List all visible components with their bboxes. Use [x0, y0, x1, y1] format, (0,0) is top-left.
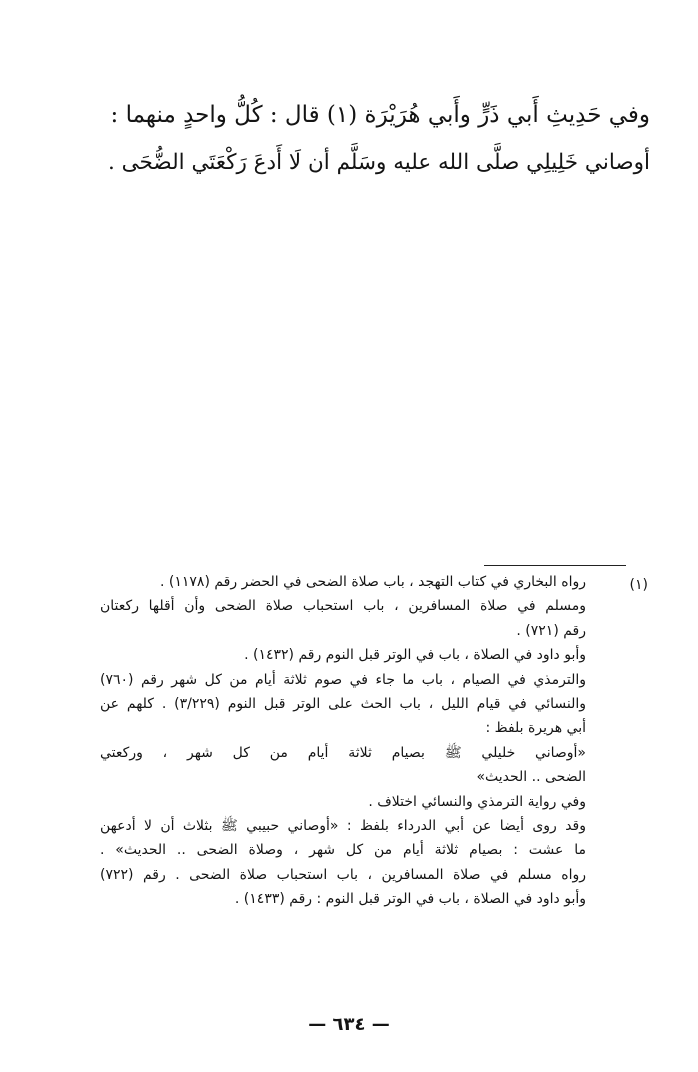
footnote-line: والنسائي في قيام الليل ، باب الحث على الوتر قبل النوم (٣/٢٢٩) . كلهم عن: [100, 696, 586, 713]
footnote-line: رواه مسلم في صلاة المسافرين ، باب استحباب صلاة الضحى . رقم (٧٢٢): [100, 866, 586, 883]
footnote-line: أبي هريرة بلفظ :: [485, 720, 586, 737]
footnote-line: والترمذي في الصيام ، باب ما جاء في صوم ثلاثة أيام من كل شهر رقم (٧٦٠): [100, 671, 586, 688]
footnote-line: «أوصاني خليلي ﷺ بصيام ثلاثة أيام من كل شهر ، وركعتي: [100, 744, 586, 761]
footnote-line: ومسلم في صلاة المسافرين ، باب استحباب صلاة الضحى وأن أقلها ركعتان: [100, 598, 586, 615]
main-text-line: أوصاني خَلِيلِي صلَّى الله عليه وسَلَّم أن لَا أَدعَ رَكْعَتَي الضُّحَى .: [107, 150, 650, 175]
main-text-line: وفي حَدِيثِ أَبي ذَرٍّ وأَبي هُرَيْرَة (١) قال : كُلُّ واحدٍ منهما :: [110, 102, 650, 128]
footnote-separator: [484, 565, 626, 566]
footnote-line: وأبو داود في الصلاة ، باب في الوتر قبل النوم رقم (١٤٣٢) .: [244, 647, 586, 664]
footnote-text: [100, 570, 586, 912]
footnote-line: وفي رواية الترمذي والنسائي اختلاف .: [368, 793, 586, 810]
footnote-line: ما عشت : بصيام ثلاثة أيام من كل شهر ، وصلاة الضحى .. الحديث» .: [100, 842, 586, 859]
footnote-line: رواه البخاري في كتاب التهجد ، باب صلاة الضحى في الحضر رقم (١١٧٨) .: [159, 574, 586, 590]
footnote-number: (١): [629, 577, 648, 593]
footnote-line: الضحى .. الحديث»: [476, 769, 586, 786]
footnote-line: وقد روى أيضا عن أبي الدرداء بلفظ : «أوصاني حبيبي ﷺ بثلاث أن لا أدعهن: [100, 818, 586, 835]
footnote-line: رقم (٧٢١) .: [516, 622, 586, 639]
footnote-line: وأبو داود في الصلاة ، باب في الوتر قبل النوم : رقم (١٤٣٣) .: [234, 891, 586, 908]
page-number: — ٦٣٤ —: [308, 1014, 390, 1035]
main-text: [100, 92, 650, 186]
